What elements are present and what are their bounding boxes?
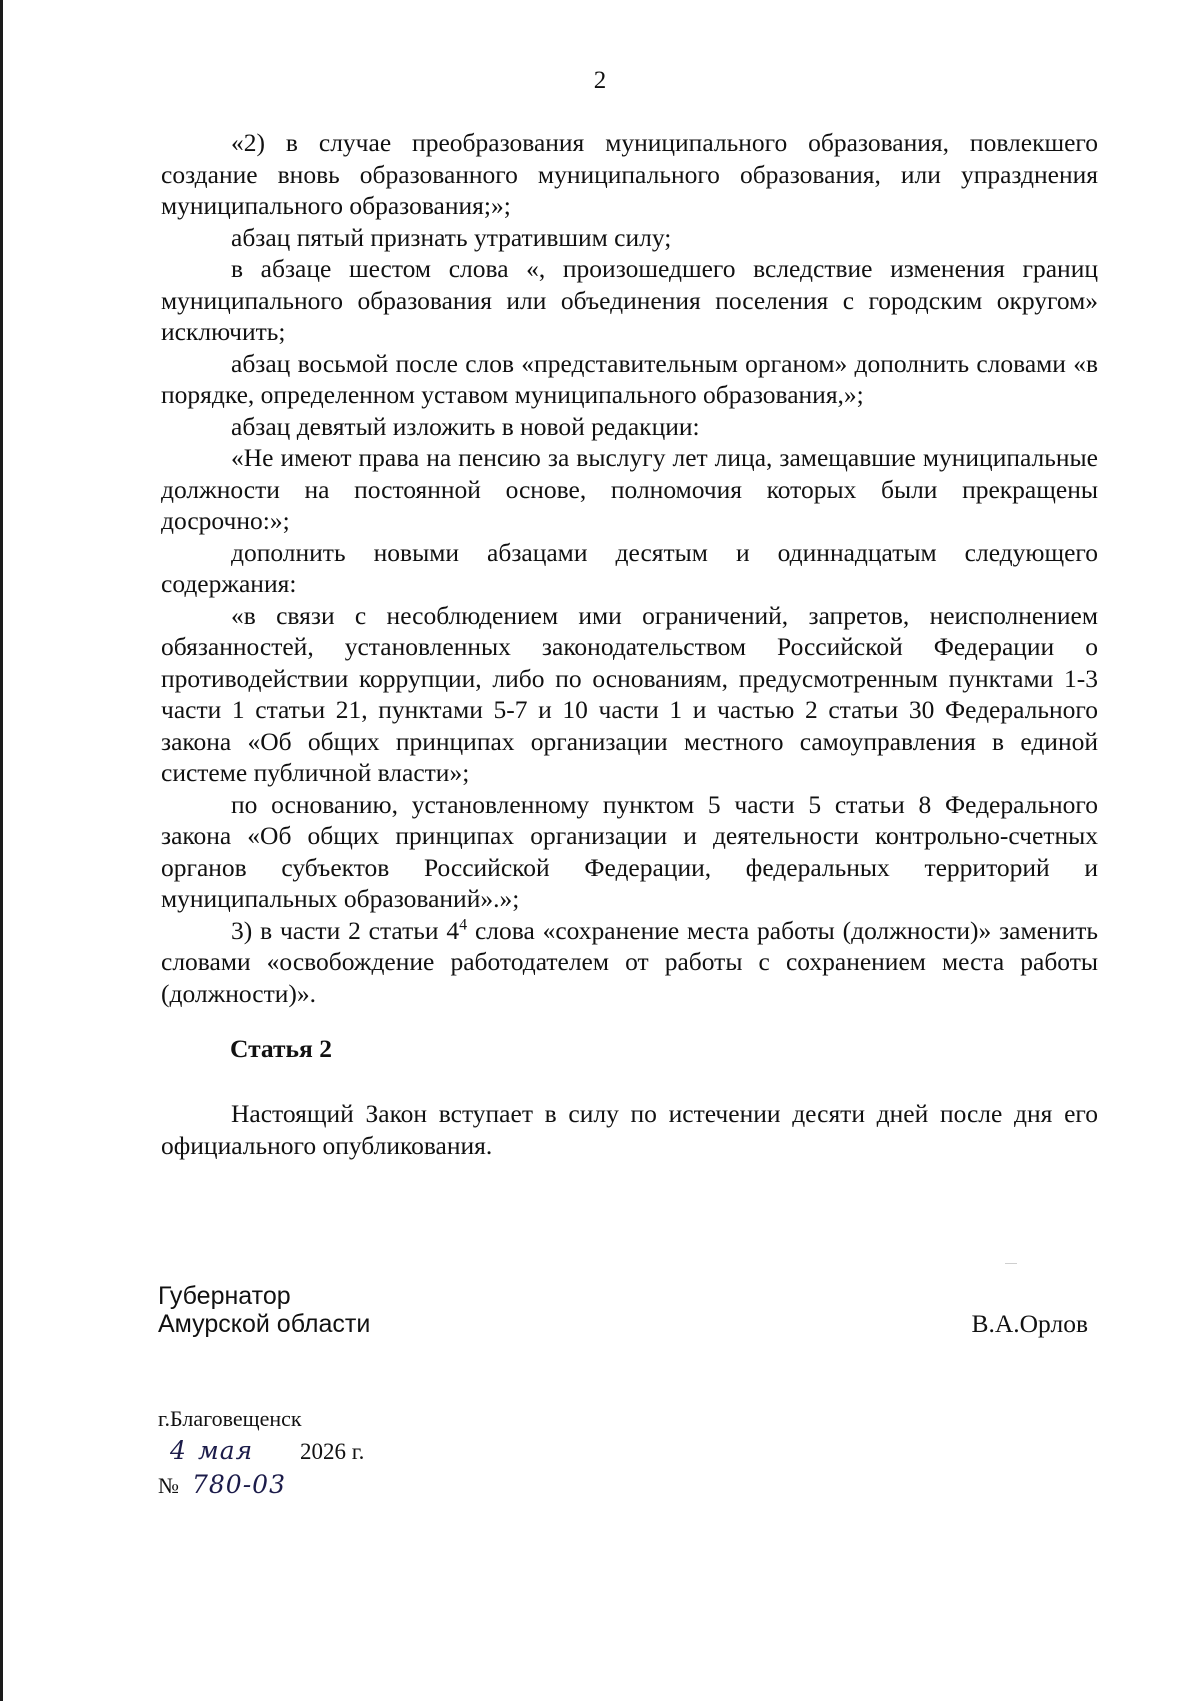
handwritten-number: 780-03 — [192, 1470, 286, 1499]
page-number: 2 — [593, 67, 607, 94]
paragraph-text: 3) в части 2 статьи 4 — [231, 915, 460, 945]
signer-position-line: Губернатор — [158, 1282, 291, 1310]
paragraph-text: слова «сохранение места работы (должности)» заменить словами «освобождение работодателем от работы с сохранением места работы (должности)». — [161, 915, 1098, 1008]
signer-name: В.А.Орлов — [971, 1309, 1088, 1338]
place-date-block — [158, 1403, 364, 1503]
paragraph: «в связи с несоблюдением ими ограничений, запретов, неисполнением обязанностей, установленных законодательством Российской Федерации о противодействии коррупции, либо по основаниям, предусмотренным пунктами 1-3 части 1 статьи 21, пунктами 5-7 и 10 части 1 и частью 2 статьи 30 Федерального закона «Об общих принципах организации местного самоуправления в единой системе публичной власти»; — [161, 600, 1098, 787]
date-year: 2026 г. — [300, 1439, 365, 1464]
signer-position — [158, 1282, 1088, 1338]
paragraph: в абзаце шестом слова «, произошедшего вследствие изменения границ муниципального образования или объединения поселения с городским округом» исключить; — [161, 254, 1098, 346]
place-of-signing: г.Благовещенск — [158, 1406, 302, 1431]
scan-mark — [1005, 1263, 1017, 1264]
paragraph: абзац восьмой после слов «представительным органом» дополнить словами «в порядке, определенном уставом муниципального образования,»; — [161, 348, 1098, 409]
law-amendments-text — [161, 127, 1098, 1009]
handwritten-day: 4 — [170, 1436, 187, 1465]
paragraph: дополнить новыми абзацами десятым и одиннадцатым следующего содержания: — [161, 537, 1098, 598]
paragraph: абзац девятый изложить в новой редакции: — [231, 411, 700, 441]
paragraph — [161, 915, 1098, 1010]
law-number — [158, 1469, 364, 1503]
article-heading: Статья 2 — [230, 1034, 332, 1063]
paragraph: «Не имеют права на пенсию за выслугу лет лица, замещавшие муниципальные должности на постоянной основе, полномочия которых были прекращены досрочно:»; — [161, 443, 1098, 535]
paragraph: по основанию, установленному пунктом 5 части 5 статьи 8 Федерального закона «Об общих принципах организации и деятельности контрольно-счетных органов субъектов Российской Федерации, федеральных территорий и муниципальных образований».»; — [161, 789, 1098, 913]
article-body — [161, 1098, 1098, 1162]
paragraph: абзац пятый признать утратившим силу; — [231, 222, 672, 252]
scan-edge — [0, 0, 3, 1701]
signature-block — [158, 1282, 1088, 1338]
number-sign: № — [158, 1473, 179, 1498]
article-superscript: 4 — [459, 916, 468, 933]
signer-position-line: Амурской области — [158, 1310, 371, 1338]
paragraph: Настоящий Закон вступает в силу по истечении десяти дней после дня его официального опубликования. — [161, 1099, 1098, 1160]
paragraph: «2) в случае преобразования муниципального образования, повлекшего создание вновь образованного муниципального образования, или упразднения муниципального образования;»; — [161, 128, 1098, 220]
handwritten-month: мая — [198, 1436, 254, 1465]
signing-date — [158, 1435, 364, 1469]
